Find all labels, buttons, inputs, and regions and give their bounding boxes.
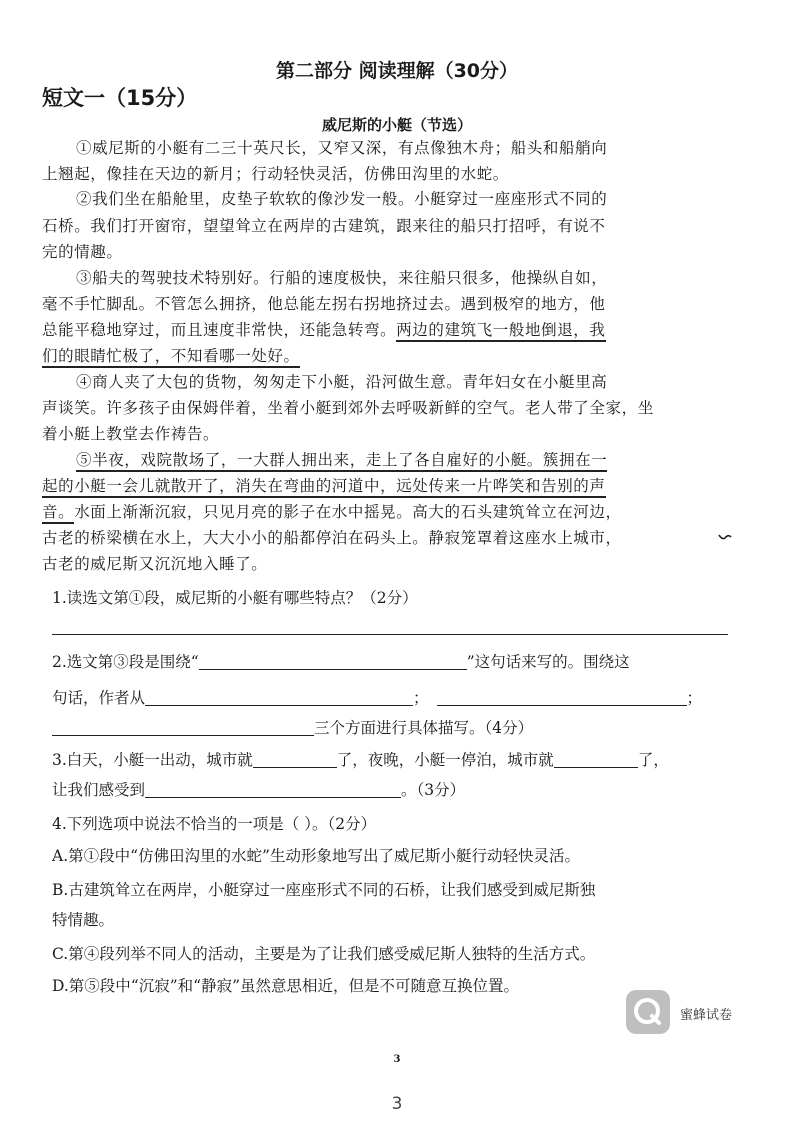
passage-line: 上翘起，像挂在天边的新月；行动轻快灵活，仿佛田沟里的水蛇。 [42, 165, 509, 183]
question-2-text: ； [686, 689, 703, 707]
passage-line: 声谈笑。许多孩子由保姆伴着，坐着小艇到郊外去呼吸新鲜的空气。老人带了全家，坐 [42, 399, 654, 417]
page-number: 3 [391, 1094, 403, 1114]
passage-line [42, 476, 742, 496]
passage-line: ④商人夹了大包的货物，匆匆走下小艇，沿河做生意。青年妇女在小艇里高 [76, 373, 608, 391]
passage-text: 水面上渐渐沉寂，只见月亮的影子在水中摇晃。高大的石头建筑耸立在河边， [74, 503, 622, 521]
question-3-text: 了， [637, 751, 669, 769]
passage-line: 古老的桥梁横在水上，大大小小的船都停泊在码头上。静寂笼罩着这座水上城市， [42, 529, 622, 547]
question-2-text: ”这句话来写的。围绕这 [466, 653, 630, 671]
option-b: B.古建筑耸立在两岸，小艇穿过一座座形式不同的石桥，让我们感受到威尼斯独 [52, 881, 596, 899]
passage-line [42, 320, 742, 340]
underlined-sentence: 两边的建筑飞一般地倒退，我 [396, 321, 605, 342]
answer-blank[interactable] [253, 751, 337, 768]
passage-line [76, 450, 776, 470]
passage-line: 着小艇上教堂去作祷告。 [42, 425, 220, 443]
question-2-text: 句话，作者从 [52, 689, 146, 707]
underlined-sentence: 音。 [42, 503, 74, 524]
q-glyph-icon [626, 990, 670, 1034]
answer-blank[interactable] [145, 781, 401, 798]
question-2-line [52, 652, 742, 672]
question-2-text: 2.选文第③段是围绕“ [52, 653, 199, 671]
answer-line[interactable] [52, 634, 728, 635]
question-2-line [52, 688, 742, 708]
logo-label: 蜜蜂试卷 [680, 1008, 733, 1023]
question-2-text: 三个方面进行具体描写。（4分） [314, 719, 534, 737]
underlined-sentence: 起的小艇一会儿就散开了，消失在弯曲的河道中，远处传来一片哗笑和告别的声 [42, 477, 606, 498]
question-2-line [52, 718, 742, 738]
underlined-sentence: ⑤半夜，戏院散场了，一大群人拥出来，走上了各自雇好的小艇。簇拥在一 [76, 451, 607, 472]
question-3-text: 让我们感受到 [52, 781, 146, 799]
passage-line: 古老的威尼斯又沉沉地入睡了。 [42, 555, 268, 573]
section-title: 短文一（15分） [42, 86, 198, 110]
passage-text: 总能平稳地穿过，而且速度非常快，还能急转弯。 [42, 321, 397, 339]
question-3-line [52, 750, 742, 770]
option-c: C.第④段列举不同人的活动，主要是为了让我们感受威尼斯人独特的生活方式。 [52, 945, 596, 963]
underlined-sentence: 们的眼睛忙极了，不知看哪一处好。 [42, 347, 300, 368]
passage-line [42, 346, 742, 366]
passage-title: 威尼斯的小艇（节选） [321, 116, 472, 134]
question-3-text: 了，夜晚，小艇一停泊，城市就 [336, 751, 554, 769]
passage-line: 毫不手忙脚乱。不管怎么拥挤，他总能左拐右拐地挤过去。遇到极窄的地方，他 [42, 295, 606, 313]
question-3-line [52, 780, 742, 800]
passage-line: ②我们坐在船舱里，皮垫子软软的像沙发一般。小艇穿过一座座形式不同的 [76, 190, 608, 208]
question-1: 1.读选文第①段，威尼斯的小艇有哪些特点？（2分） [52, 589, 418, 607]
qr-logo-icon [626, 990, 670, 1034]
question-2-text: ； [413, 689, 429, 707]
passage-line: ①威尼斯的小艇有二三十英尺长，又窄又深，有点像独木舟；船头和船艄向 [76, 139, 608, 157]
page-number-small: 3 [393, 1054, 401, 1065]
passage-line: 完的情趣。 [42, 243, 123, 261]
question-4: 4.下列选项中说法不恰当的一项是（ ）。（2分） [52, 815, 377, 833]
passage-line: ③船夫的驾驶技术特别好。行船的速度极快，来往船只很多，他操纵自如， [76, 269, 608, 287]
option-d: D.第⑤段中“沉寂”和“静寂”虽然意思相近，但是不可随意互换位置。 [52, 977, 520, 995]
part-title: 第二部分 阅读理解（30分） [275, 60, 519, 82]
answer-blank[interactable] [52, 719, 314, 736]
answer-blank[interactable] [145, 689, 413, 706]
passage-line [42, 502, 742, 522]
question-3-text: 。（3分） [401, 781, 466, 799]
handwritten-tick-mark [718, 528, 732, 542]
answer-blank[interactable] [437, 689, 687, 706]
passage-line: 石桥。我们打开窗帘，望望耸立在两岸的古建筑，跟来往的船只打招呼，有说不 [42, 217, 606, 235]
option-a: A.第①段中“仿佛田沟里的水蛇”生动形象地写出了威尼斯小艇行动轻快灵活。 [52, 847, 580, 865]
option-b-continued: 特情趣。 [52, 911, 115, 929]
answer-blank[interactable] [199, 653, 467, 670]
question-3-text: 3.白天，小艇一出动，城市就 [52, 751, 253, 769]
answer-blank[interactable] [554, 751, 638, 768]
